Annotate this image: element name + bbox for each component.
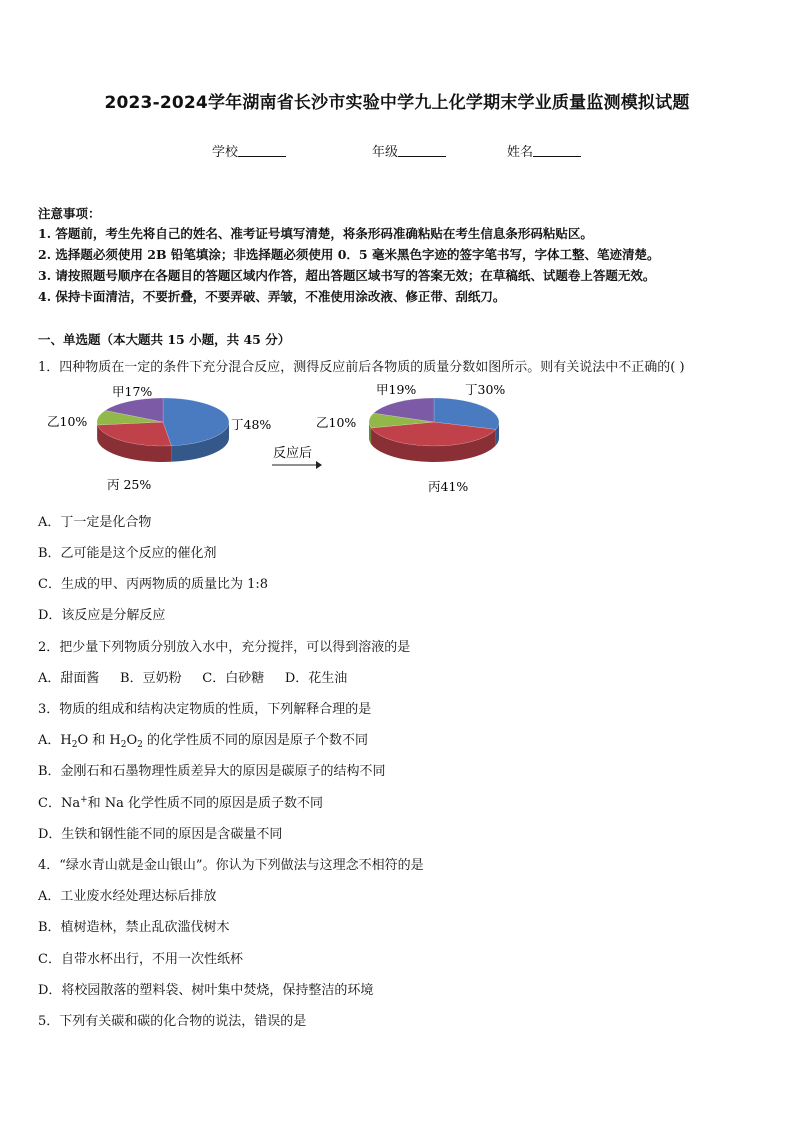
pie-charts-figure [0, 376, 794, 498]
school-label: 学校 [212, 145, 239, 160]
q4-option-c: C．自带水杯出行，不用一次性纸杯 [38, 952, 243, 967]
name-field [507, 141, 581, 160]
q1-option-d: D．该反应是分解反应 [38, 608, 166, 623]
section-heading: 一、单选题（本大题共 15 小题，共 45 分） [38, 332, 291, 347]
q4-option-d: D．将校园散落的塑料袋、树叶集中焚烧，保持整洁的环境 [38, 983, 374, 998]
note-item: 4. 保持卡面清洁，不要折叠，不要弄破、弄皱，不准使用涂改液、修正带、刮纸刀。 [38, 289, 506, 304]
question-4-stem: 4．“绿水青山就是金山银山”。你认为下列做法与这理念不相符的是 [38, 858, 424, 873]
note-item: 1. 答题前，考生先将自己的姓名、准考证号填写清楚，将条形码准确粘贴在考生信息条形码粘贴区。 [38, 226, 593, 241]
pie1-label-jia: 甲17% [112, 384, 153, 399]
pie2-label-bing: 丙41% [428, 479, 469, 494]
pie1-label-bing: 丙 25% [107, 477, 152, 492]
grade-field [372, 141, 446, 160]
question-5-stem: 5．下列有关碳和碳的化合物的说法，错误的是 [38, 1014, 307, 1029]
q4-option-b: B．植树造林，禁止乱砍滥伐树木 [38, 920, 230, 935]
question-3-stem: 3．物质的组成和结构决定物质的性质，下列解释合理的是 [38, 702, 372, 717]
pie2-label-jia: 甲19% [376, 382, 417, 397]
question-1-stem: 1．四种物质在一定的条件下充分混合反应，测得反应前后各物质的质量分数如图所示。则有关说法中不正确的( ) [38, 360, 685, 375]
pie1-label-yi: 乙10% [47, 414, 88, 429]
q1-option-b: B．乙可能是这个反应的催化剂 [38, 546, 217, 561]
q4-option-a: A．工业废水经处理达标后排放 [38, 889, 217, 904]
q3-option-c: C．Na+和 Na 化学性质不同的原因是质子数不同 [38, 795, 324, 811]
reaction-arrow-label: 反应后 [273, 446, 313, 461]
pie2-label-yi: 乙10% [316, 415, 357, 430]
note-item: 2. 选择题必须使用 2B 铅笔填涂；非选择题必须使用 0．5 毫米黑色字迹的签字笔书写，字体工整、笔迹清楚。 [38, 247, 660, 262]
q3-option-b: B．金刚石和石墨物理性质差异大的原因是碳原子的结构不同 [38, 764, 386, 779]
q3-option-d: D．生铁和钢性能不同的原因是含碳量不同 [38, 827, 283, 842]
page-title: 2023-2024学年湖南省长沙市实验中学九上化学期末学业质量监测模拟试题 [104, 93, 690, 113]
q1-option-a: A．丁一定是化合物 [38, 515, 152, 530]
name-label: 姓名 [507, 145, 534, 160]
q3-option-a: A．$H_2O$ 和 $H_2O_2$ 的化学性质不同的原因是原子个数不同 [38, 733, 369, 750]
q1-option-c: C．生成的甲、丙两物质的质量比为 1:8 [38, 577, 269, 592]
notes-heading: 注意事项： [38, 206, 101, 221]
question-2-stem: 2．把少量下列物质分别放入水中，充分搅拌，可以得到溶液的是 [38, 640, 411, 655]
pie-chart-after [369, 398, 499, 462]
school-field [212, 141, 286, 160]
grade-label: 年级 [372, 145, 399, 160]
note-item: 3. 请按照题号顺序在各题目的答题区域内作答，超出答题区域书写的答案无效；在草稿纸、试题卷上答题无效。 [38, 268, 656, 283]
pie1-label-ding: 丁48% [231, 417, 272, 432]
reaction-arrow-head [316, 461, 322, 469]
pie2-label-ding: 丁30% [465, 382, 506, 397]
q2-options: A．甜面酱 B．豆奶粉 C．白砂糖 D．花生油 [38, 671, 348, 686]
pie-chart-before [97, 398, 229, 462]
